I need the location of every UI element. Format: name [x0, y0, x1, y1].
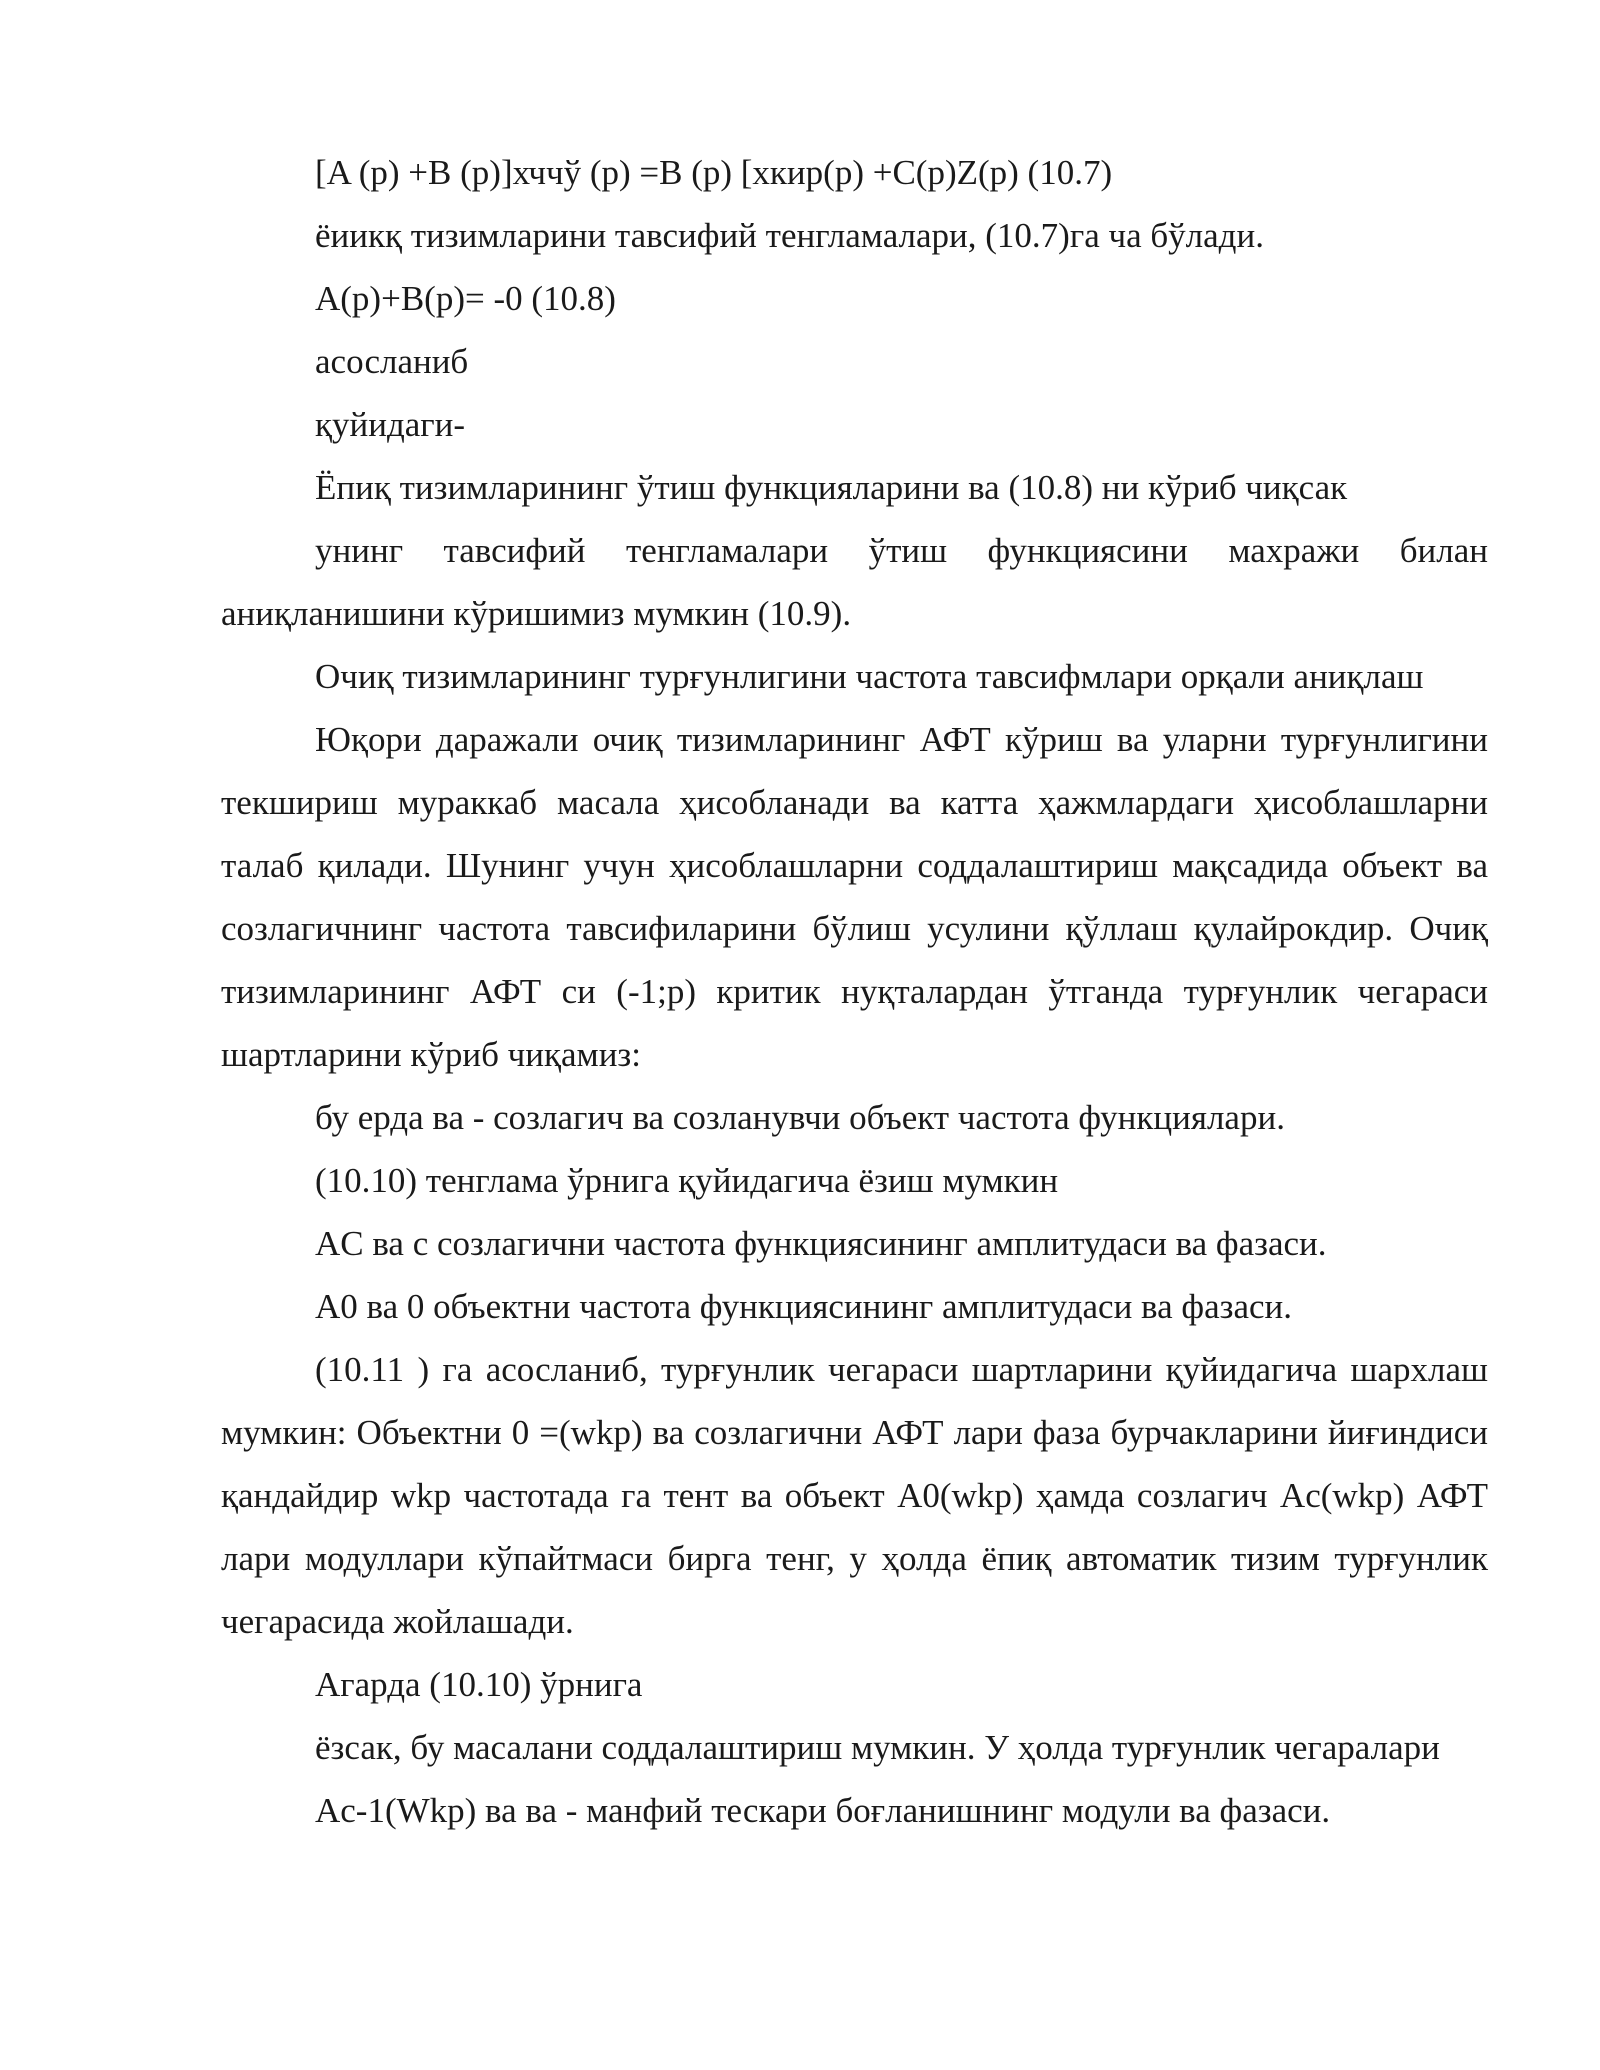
- paragraph: (10.11 ) га асосланиб, турғунлик чегараси шартларини қуйидагича шархлаш мумкин: Объектни 0 =(wkp) ва созлагични АФТ лари фаза бурчакларини йиғиндиси қандайдир wkp частотада га тент ва объект A0(wkp) ҳамда созлагич Ac(wkp) АФТ лари модуллари кўпайтмаси бирга тенг, у ҳолда ёпиқ автоматик тизим турғунлик чегарасида жойлашади.: [221, 1350, 1488, 1641]
- paragraph: ёзсак, бу масалани соддалаштириш мумкин. У ҳолда турғунлик чегаралари: [315, 1728, 1440, 1767]
- paragraph: A0 ва 0 объектни частота функциясининг амплитудаси ва фазаси.: [315, 1287, 1292, 1326]
- equation-10-7: [A (p) +B (p)]хччў (p) =B (p) [хкир(p) +C(p)Z(p) (10.7): [315, 153, 1113, 192]
- paragraph: Ac-1(Wkp) ва ва - манфий тескари боғланишнинг модули ва фазаси.: [315, 1791, 1331, 1830]
- paragraph: (10.10) тенглама ўрнига қуйидагича ёзиш мумкин: [315, 1161, 1059, 1200]
- paragraph: Агарда (10.10) ўрнига: [315, 1665, 643, 1704]
- paragraph: Ёпиқ тизимларининг ўтиш функцияларини ва (10.8) ни кўриб чиқсак: [315, 468, 1348, 507]
- paragraph: асосланиб: [315, 342, 469, 381]
- document-body: [221, 141, 1488, 1842]
- paragraph: ёиикқ тизимларини тавсифий тенгламалари, (10.7)га ча бўлади.: [315, 216, 1264, 255]
- equation-10-8: A(p)+B(p)= -0 (10.8): [315, 279, 616, 318]
- paragraph: бу ерда ва - созлагич ва созланувчи объект частота функциялари.: [315, 1098, 1285, 1137]
- paragraph: қуйидаги-: [315, 405, 466, 444]
- paragraph: унинг тавсифий тенгламалари ўтиш функциясини махражи билан аниқланишини кўришимиз мумкин (10.9).: [221, 531, 1488, 633]
- section-heading: Очиқ тизимларининг турғунлигини частота тавсифмлари орқали аниқлаш: [315, 657, 1424, 696]
- paragraph: AC ва с созлагични частота функциясининг амплитудаси ва фазаси.: [315, 1224, 1327, 1263]
- paragraph: Юқори даражали очиқ тизимларининг АФТ кўриш ва уларни турғунлигини текшириш мураккаб масала ҳисобланади ва катта ҳажмлардаги ҳисоблашларни талаб қилади. Шунинг учун ҳисоблашларни соддалаштириш мақсадида объект ва созлагичнинг частота тавсифиларини бўлиш усулини қўллаш қулайрокдир. Очиқ тизимларининг АФТ си (-1;p) критик нуқталардан ўтганда турғунлик чегараси шартларини кўриб чиқамиз:: [221, 720, 1488, 1074]
